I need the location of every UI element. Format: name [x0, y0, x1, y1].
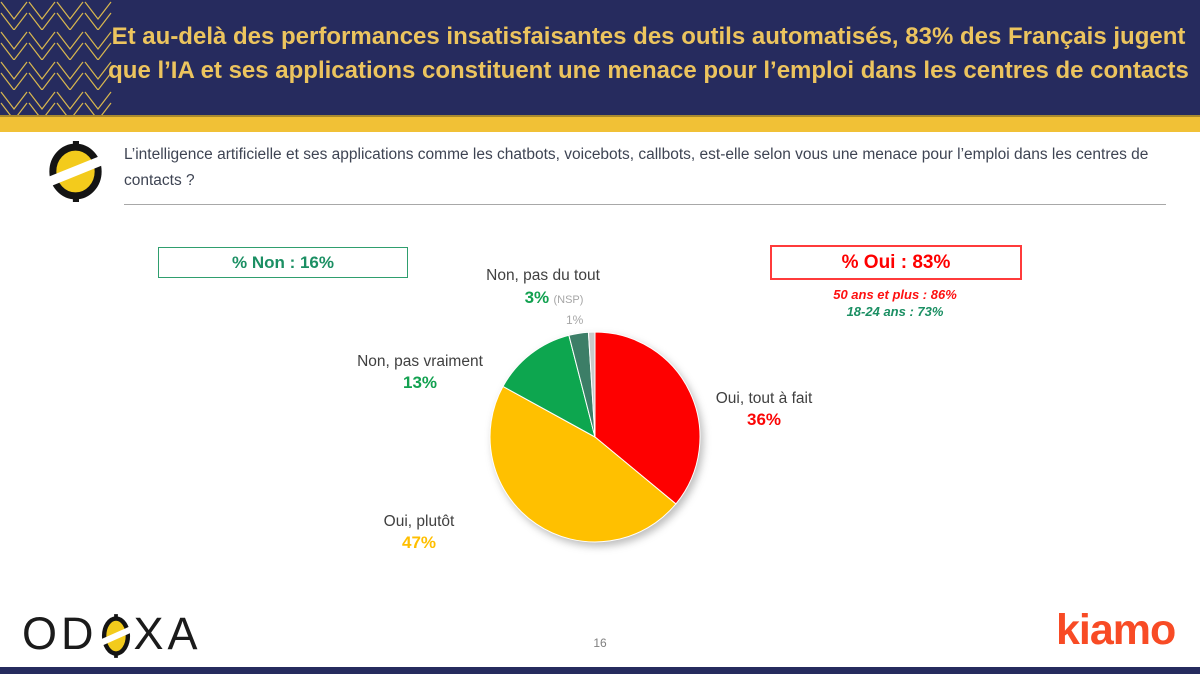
page-number: 16	[593, 636, 607, 650]
pie-label-value: 3%	[524, 288, 550, 307]
pie-label-name: Non, pas vraiment	[357, 353, 483, 370]
non-total-box	[158, 247, 408, 278]
title-banner	[0, 0, 1200, 116]
odoxa-o-icon	[46, 141, 105, 202]
pie-label-value: 36%	[746, 410, 782, 429]
pie-label-oui-plutot	[329, 512, 509, 553]
pie-label-non-pas-vraiment	[330, 352, 510, 393]
pie-label-non-pas-du-tout	[448, 266, 638, 330]
question-divider	[124, 204, 1166, 205]
pie-label-name: Non, pas du tout	[486, 267, 600, 284]
slide-title-line1: Et au-delà des performances insatisfaisantes des outils automatisés, 83% des Français jugent	[111, 23, 1186, 50]
pie-label-value: 13%	[402, 373, 438, 392]
slide-title-line2: que l’IA et ses applications constituent une menace pour l’emploi dans les centres de contacts	[108, 57, 1189, 84]
gold-divider-bar	[0, 115, 1200, 132]
odoxa-logo-right: XA	[133, 608, 202, 659]
odoxa-logo-left: OD	[22, 608, 98, 659]
nsp-value: 1%	[566, 313, 584, 327]
slide-title	[105, 20, 1192, 88]
non-total-label: % Non : 16%	[231, 252, 335, 272]
pie-label-value-row	[448, 287, 638, 310]
chevron-pattern-decoration	[0, 0, 112, 116]
pie-label-value: 47%	[401, 533, 437, 552]
oui-subgroup-50plus: 50 ans et plus : 86%	[833, 287, 957, 302]
oui-total-label: % Oui : 83%	[841, 251, 951, 273]
nsp-label: (NSP)	[553, 294, 584, 306]
question-text: L’intelligence artificielle et ses applications comme les chatbots, voicebots, callbots, est-elle selon vous une menace pour l’emploi dans les centres de contacts ?	[124, 146, 1149, 189]
odoxa-logo	[22, 608, 202, 659]
bottom-navy-bar	[0, 667, 1200, 674]
oui-total-box	[770, 245, 1022, 280]
pie-chart	[480, 322, 710, 552]
oui-subgroup-18-24: 18-24 ans : 73%	[846, 304, 944, 319]
pie-label-name: Oui, tout à fait	[715, 390, 813, 407]
kiamo-logo: kiamo	[1056, 606, 1176, 654]
pie-label-oui-tout-a-fait	[674, 389, 854, 430]
pie-label-name: Oui, plutôt	[383, 513, 455, 530]
odoxa-o-icon	[101, 613, 131, 659]
